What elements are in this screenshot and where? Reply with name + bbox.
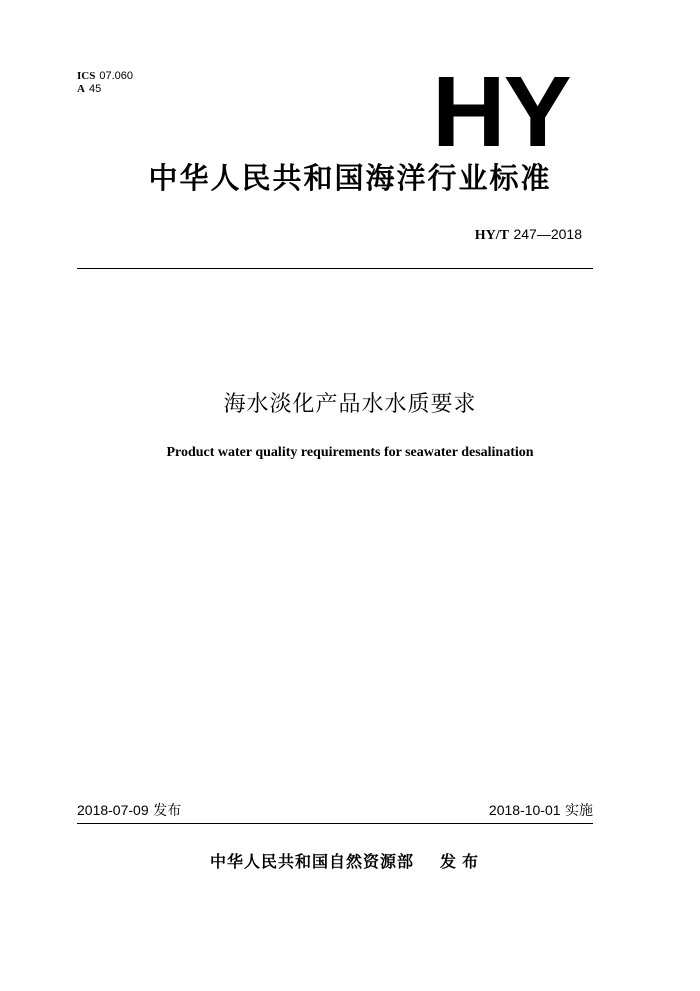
publisher-label: 发布	[440, 852, 485, 871]
implementation-label: 实施	[565, 803, 593, 819]
publisher-name: 中华人民共和国自然资源部	[210, 852, 415, 871]
ics-row	[77, 70, 133, 83]
document-title: 海水淡化产品水水质要求	[223, 392, 477, 417]
classification-codes	[77, 70, 133, 96]
implementation-date-value: 2018-10-01	[488, 802, 561, 818]
publisher	[210, 852, 484, 872]
document-title-english: Product water quality requirements for seawater desalination	[166, 445, 534, 460]
ccs-row	[77, 83, 133, 96]
issue-label: 发布	[153, 803, 182, 819]
issue-date	[77, 801, 181, 820]
issue-date-value: 2018-07-09	[77, 802, 149, 818]
top-divider	[77, 268, 593, 269]
implementation-date	[489, 801, 593, 820]
standard-code	[475, 225, 582, 245]
standard-code-prefix: HY/T	[474, 228, 510, 243]
ccs-code: 45	[88, 83, 102, 95]
ics-code: 07.060	[99, 70, 133, 82]
standard-code-number: 247—2018	[513, 226, 582, 242]
ics-label: ICS	[77, 70, 96, 82]
hy-logo: HY	[432, 56, 570, 168]
ccs-label: A	[77, 83, 85, 95]
standard-title: 中华人民共和国海洋行业标准	[148, 161, 552, 195]
bottom-divider	[77, 823, 593, 824]
